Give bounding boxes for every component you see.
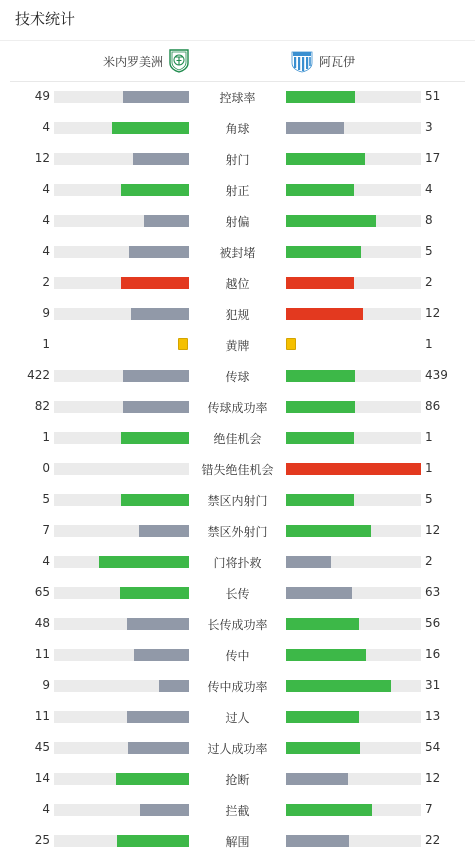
home-stat-bar xyxy=(54,804,189,816)
away-stat-value: 22 xyxy=(425,833,441,847)
stat-row xyxy=(0,763,475,794)
away-stat-value: 16 xyxy=(425,647,441,661)
team-header xyxy=(10,41,465,82)
stat-row xyxy=(0,236,475,267)
away-stat-bar-fill xyxy=(286,494,354,506)
away-stat-value: 51 xyxy=(425,89,441,103)
page-title: 技术统计 xyxy=(15,10,76,28)
home-stat-bar xyxy=(54,463,189,475)
away-stat-bar-fill xyxy=(286,587,352,599)
away-stat-bar xyxy=(286,680,421,692)
home-stat-bar-fill xyxy=(121,432,189,444)
home-team[interactable] xyxy=(103,49,190,73)
stat-label: 越位 xyxy=(225,277,250,291)
home-stat-value: 12 xyxy=(34,151,50,165)
home-stat-value: 11 xyxy=(34,647,50,661)
home-stat-bar xyxy=(54,680,189,692)
home-stat-bar-fill xyxy=(117,835,189,847)
stat-label: 传中成功率 xyxy=(207,680,268,694)
stat-label: 过人 xyxy=(225,711,250,725)
home-stat-value: 9 xyxy=(42,678,50,692)
home-stat-value: 45 xyxy=(34,740,50,754)
away-stat-value: 1 xyxy=(425,461,433,475)
away-stat-value: 3 xyxy=(425,120,433,134)
stat-label: 射偏 xyxy=(225,215,250,229)
home-stat-value: 4 xyxy=(42,802,50,816)
away-stat-bar xyxy=(286,835,421,847)
stat-label: 错失绝佳机会 xyxy=(201,463,274,477)
home-stat-value: 4 xyxy=(42,120,50,134)
away-team[interactable] xyxy=(291,49,355,73)
away-stat-bar xyxy=(286,215,421,227)
home-stat-bar-fill xyxy=(99,556,189,568)
home-stat-value: 4 xyxy=(42,213,50,227)
home-stat-bar xyxy=(54,587,189,599)
home-stat-value: 1 xyxy=(42,430,50,444)
home-stat-bar-fill xyxy=(129,246,189,258)
away-stat-bar-fill xyxy=(286,742,360,754)
stat-row xyxy=(0,391,475,422)
stat-label: 传中 xyxy=(225,649,250,663)
home-stat-bar-fill xyxy=(127,618,189,630)
away-stat-value: 5 xyxy=(425,492,433,506)
home-stat-bar-fill xyxy=(159,680,189,692)
home-stat-bar xyxy=(54,773,189,785)
away-stat-bar-fill xyxy=(286,401,355,413)
home-stat-bar xyxy=(54,122,189,134)
away-stat-value: 31 xyxy=(425,678,441,692)
home-stat-bar-fill xyxy=(144,215,189,227)
away-stat-bar xyxy=(286,432,421,444)
away-stat-bar xyxy=(286,153,421,165)
stat-label: 绝佳机会 xyxy=(213,432,262,446)
home-stat-bar-fill xyxy=(120,587,189,599)
away-stat-value: 86 xyxy=(425,399,441,413)
stat-row xyxy=(0,732,475,763)
stat-row xyxy=(0,329,475,360)
home-stat-value: 7 xyxy=(42,523,50,537)
away-stat-value: 17 xyxy=(425,151,441,165)
away-stat-value: 2 xyxy=(425,275,433,289)
home-stat-bar xyxy=(54,215,189,227)
away-stat-bar-fill xyxy=(286,432,354,444)
away-stat-value: 4 xyxy=(425,182,433,196)
stat-row xyxy=(0,205,475,236)
home-stat-value: 4 xyxy=(42,554,50,568)
away-stat-bar xyxy=(286,804,421,816)
stat-row xyxy=(0,298,475,329)
home-stat-bar-fill xyxy=(123,370,189,382)
away-stat-bar-fill xyxy=(286,122,344,134)
stat-row xyxy=(0,453,475,484)
stat-label: 射门 xyxy=(225,153,250,167)
home-yellow-card-icon xyxy=(178,338,188,350)
away-stat-bar-fill xyxy=(286,649,366,661)
home-stat-bar-fill xyxy=(134,649,189,661)
stat-label: 禁区外射门 xyxy=(207,525,268,539)
home-stat-bar-fill xyxy=(121,184,189,196)
away-stat-bar xyxy=(286,556,421,568)
stat-row xyxy=(0,825,475,856)
home-stat-bar xyxy=(54,711,189,723)
stat-label: 被封堵 xyxy=(219,246,256,260)
away-stat-bar xyxy=(286,618,421,630)
away-stat-bar-fill xyxy=(286,370,355,382)
away-stat-bar-fill xyxy=(286,773,348,785)
stat-label: 传球成功率 xyxy=(207,401,268,415)
stat-label: 抢断 xyxy=(225,773,250,787)
home-stat-bar-fill xyxy=(121,494,189,506)
stat-row xyxy=(0,608,475,639)
away-stat-value: 12 xyxy=(425,771,441,785)
stat-row xyxy=(0,546,475,577)
stat-label: 长传成功率 xyxy=(207,618,268,632)
home-stat-bar xyxy=(54,184,189,196)
away-stat-value: 5 xyxy=(425,244,433,258)
stat-label: 犯规 xyxy=(225,308,250,322)
home-stat-bar-fill xyxy=(139,525,189,537)
home-stat-value: 65 xyxy=(34,585,50,599)
home-stat-bar-fill xyxy=(123,401,189,413)
home-stat-value: 9 xyxy=(42,306,50,320)
stat-row xyxy=(0,670,475,701)
away-stat-bar xyxy=(286,742,421,754)
home-stat-bar xyxy=(54,370,189,382)
away-stat-bar xyxy=(286,525,421,537)
away-stat-value: 54 xyxy=(425,740,441,754)
america-mg-crest-icon xyxy=(168,49,190,73)
stat-row xyxy=(0,360,475,391)
home-stat-bar xyxy=(54,835,189,847)
home-stat-value: 422 xyxy=(27,368,50,382)
home-stat-bar-fill xyxy=(116,773,189,785)
away-stat-bar xyxy=(286,649,421,661)
away-stat-bar-fill xyxy=(286,184,354,196)
away-stat-bar xyxy=(286,122,421,134)
stat-row xyxy=(0,484,475,515)
home-stat-bar-fill xyxy=(140,804,189,816)
stat-label: 拦截 xyxy=(225,804,250,818)
stat-label: 门将扑救 xyxy=(213,556,262,570)
stat-label: 长传 xyxy=(225,587,250,601)
away-stat-value: 2 xyxy=(425,554,433,568)
away-stat-bar xyxy=(286,587,421,599)
stat-label: 角球 xyxy=(225,122,250,136)
away-stat-bar-fill xyxy=(286,711,359,723)
away-stat-value: 63 xyxy=(425,585,441,599)
home-stat-bar xyxy=(54,494,189,506)
away-stat-bar xyxy=(286,308,421,320)
away-stat-bar-fill xyxy=(286,835,349,847)
home-stat-value: 48 xyxy=(34,616,50,630)
home-stat-value: 5 xyxy=(42,492,50,506)
home-stat-bar xyxy=(54,401,189,413)
away-stat-value: 1 xyxy=(425,430,433,444)
away-stat-bar xyxy=(286,494,421,506)
home-stat-bar xyxy=(54,153,189,165)
home-stat-value: 49 xyxy=(34,89,50,103)
home-stat-bar xyxy=(54,91,189,103)
stat-row xyxy=(0,81,475,112)
home-stat-bar-fill xyxy=(112,122,189,134)
stat-row xyxy=(0,267,475,298)
home-stat-value: 25 xyxy=(34,833,50,847)
away-stat-bar xyxy=(286,277,421,289)
home-stat-bar xyxy=(54,277,189,289)
away-stat-value: 7 xyxy=(425,802,433,816)
away-stat-bar-fill xyxy=(286,556,331,568)
avai-crest-icon xyxy=(291,49,313,73)
stat-row xyxy=(0,639,475,670)
home-stat-bar xyxy=(54,308,189,320)
away-stat-bar-fill xyxy=(286,618,359,630)
away-stat-bar-fill xyxy=(286,153,365,165)
home-stat-value: 4 xyxy=(42,182,50,196)
away-stat-bar xyxy=(286,246,421,258)
away-stat-bar xyxy=(286,184,421,196)
away-stat-bar xyxy=(286,370,421,382)
home-team-name: 米内罗美洲 xyxy=(102,54,163,69)
away-stat-bar xyxy=(286,773,421,785)
away-stat-bar-fill xyxy=(286,804,372,816)
home-stat-value: 82 xyxy=(34,399,50,413)
stat-row xyxy=(0,143,475,174)
home-stat-bar-fill xyxy=(127,711,189,723)
away-stat-value: 8 xyxy=(425,213,433,227)
stat-label: 黄牌 xyxy=(225,339,250,353)
home-stat-bar-fill xyxy=(133,153,189,165)
home-stat-value: 0 xyxy=(42,461,50,475)
away-stat-bar-fill xyxy=(286,215,376,227)
stat-label: 解围 xyxy=(225,835,250,849)
home-stat-value: 2 xyxy=(42,275,50,289)
home-stat-value: 4 xyxy=(42,244,50,258)
home-stat-bar xyxy=(54,742,189,754)
home-stat-bar-fill xyxy=(131,308,189,320)
away-stat-value: 12 xyxy=(425,306,441,320)
home-stat-bar-fill xyxy=(121,277,189,289)
home-stat-bar-fill xyxy=(123,91,189,103)
stat-label: 控球率 xyxy=(219,91,256,105)
home-stat-bar xyxy=(54,246,189,258)
home-stat-bar xyxy=(54,525,189,537)
away-yellow-card-icon xyxy=(286,338,296,350)
home-stat-bar-fill xyxy=(128,742,189,754)
stat-row xyxy=(0,577,475,608)
away-stat-bar-fill xyxy=(286,91,355,103)
home-stat-bar xyxy=(54,432,189,444)
away-stat-value: 56 xyxy=(425,616,441,630)
stat-row xyxy=(0,794,475,825)
home-stat-value: 14 xyxy=(34,771,50,785)
stat-label: 过人成功率 xyxy=(207,742,268,756)
stat-row xyxy=(0,112,475,143)
stat-label: 传球 xyxy=(225,370,250,384)
home-stat-bar xyxy=(54,556,189,568)
away-stat-bar-fill xyxy=(286,277,354,289)
away-stat-bar-fill xyxy=(286,525,371,537)
away-stat-value: 1 xyxy=(425,337,433,351)
away-stat-bar xyxy=(286,91,421,103)
home-stat-value: 11 xyxy=(34,709,50,723)
away-stat-bar-fill xyxy=(286,463,421,475)
home-stat-bar xyxy=(54,649,189,661)
away-team-name: 阿瓦伊 xyxy=(319,54,356,69)
home-stat-bar xyxy=(54,618,189,630)
away-stat-bar xyxy=(286,463,421,475)
stat-row xyxy=(0,174,475,205)
away-stat-bar-fill xyxy=(286,246,361,258)
stat-row xyxy=(0,515,475,546)
away-stat-bar xyxy=(286,711,421,723)
stat-row xyxy=(0,701,475,732)
away-stat-value: 12 xyxy=(425,523,441,537)
home-stat-value: 1 xyxy=(42,337,50,351)
stat-row xyxy=(0,422,475,453)
away-stat-bar xyxy=(286,401,421,413)
away-stat-value: 439 xyxy=(425,368,448,382)
away-stat-bar-fill xyxy=(286,680,391,692)
stat-label: 禁区内射门 xyxy=(207,494,268,508)
stat-label: 射正 xyxy=(225,184,250,198)
away-stat-value: 13 xyxy=(425,709,441,723)
away-stat-bar-fill xyxy=(286,308,363,320)
